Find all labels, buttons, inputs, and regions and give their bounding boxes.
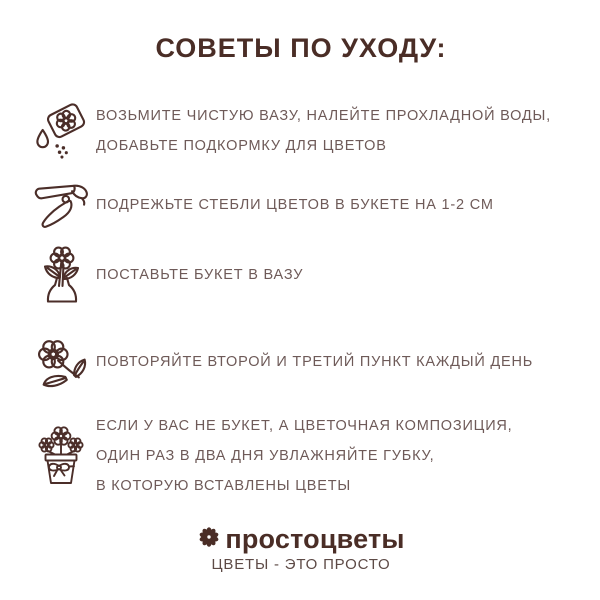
- tip-row-repeat-daily: [28, 336, 574, 388]
- tip-line: В КОТОРУЮ ВСТАВЛЕНЫ ЦВЕТЫ: [96, 478, 352, 494]
- flower-in-vase-icon: [28, 246, 94, 304]
- tip-text: [94, 101, 551, 161]
- fertilizer-packet-icon: [28, 102, 94, 160]
- tip-row-composition: [28, 410, 574, 502]
- tip-row-trim-stems: [28, 180, 574, 230]
- tip-line: ОДИН РАЗ В ДВА ДНЯ УВЛАЖНЯЙТЕ ГУБКУ,: [96, 448, 435, 464]
- flower-icon: [28, 336, 94, 388]
- flower-pot-icon: [28, 426, 94, 486]
- tip-line: ПОВТОРЯЙТЕ ВТОРОЙ И ТРЕТИЙ ПУНКТ КАЖДЫЙ ДЕНЬ: [96, 354, 534, 370]
- tip-line: ВОЗЬМИТЕ ЧИСТУЮ ВАЗУ, НАЛЕЙТЕ ПРОХЛАДНОЙ ВОДЫ,: [96, 108, 551, 124]
- brand-name: простоцветы: [225, 524, 405, 554]
- brand-row: [28, 524, 574, 555]
- tip-text: [94, 411, 513, 501]
- pruning-shears-icon: [28, 180, 94, 230]
- tip-text: [94, 190, 494, 220]
- tip-text: [94, 260, 303, 290]
- tip-line: ДОБАВЬТЕ ПОДКОРМКУ ДЛЯ ЦВЕТОВ: [96, 138, 387, 154]
- tip-row-vase-water: [28, 100, 574, 162]
- tip-text: [94, 347, 533, 377]
- page-title: СОВЕТЫ ПО УХОДУ:: [155, 33, 447, 63]
- tips-list: [28, 100, 574, 502]
- tip-line: ЕСЛИ У ВАС НЕ БУКЕТ, А ЦВЕТОЧНАЯ КОМПОЗИЦИЯ,: [96, 418, 513, 434]
- flower-logo-icon: [197, 525, 221, 554]
- tip-row-put-in-vase: [28, 244, 574, 306]
- brand-footer: [28, 524, 574, 573]
- tip-line: ПОСТАВЬТЕ БУКЕТ В ВАЗУ: [96, 267, 304, 283]
- tip-line: ПОДРЕЖЬТЕ СТЕБЛИ ЦВЕТОВ В БУКЕТЕ НА 1-2 СМ: [96, 197, 494, 213]
- brand-tagline: ЦВЕТЫ - ЭТО ПРОСТО: [211, 556, 391, 573]
